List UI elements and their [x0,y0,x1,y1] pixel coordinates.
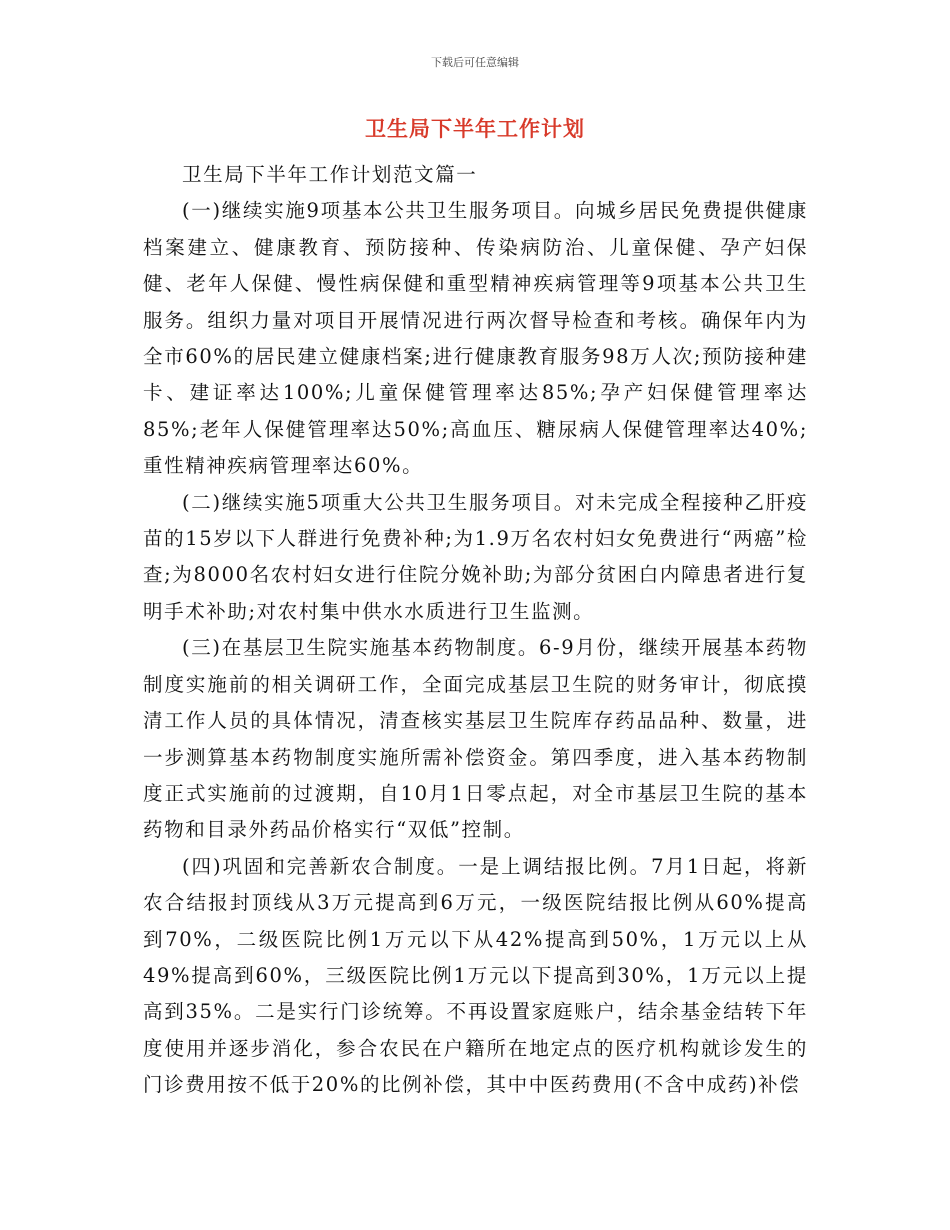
paragraph-4: (四)巩固和完善新农合制度。一是上调结报比例。7月1日起，将新农合结报封顶线从3万元提高到6万元，一级医院结报比例从60%提高到70%，二级医院比例1万元以下从42%提高到50%，1万元以上从49%提高到60%，三级医院比例1万元以下提高到30%，1万元以上提高到35%。二是实行门诊统筹。不再设置家庭账户，结余基金结转下年度使用并逐步消化，参合农民在户籍所在地定点的医疗机构就诊发生的门诊费用按不低于20%的比例补偿，其中中医药费用(不含中成药)补偿 [143,854,808,1097]
subtitle-paragraph: 卫生局下半年工作计划范文篇一 [182,163,478,186]
paragraph-3: (三)在基层卫生院实施基本药物制度。6-9月份，继续开展基本药物制度实施前的相关调研工作，全面完成基层卫生院的财务审计，彻底摸清工作人员的具体情况，清查核实基层卫生院库存药品品种、数量，进一步测算基本药物制度实施所需补偿资金。第四季度，进入基本药物制度正式实施前的过渡期，自10月1日零点起，对全市基层卫生院的基本药物和目录外药品价格实行“双低”控制。 [143,636,808,842]
paragraph-1: (一)继续实施9项基本公共卫生服务项目。向城乡居民免费提供健康档案建立、健康教育、预防接种、传染病防治、儿童保健、孕产妇保健、老年人保健、慢性病保健和重型精神疾病管理等9项基本公共卫生服务。组织力量对项目开展情况进行两次督导检查和考核。确保年内为全市60%的居民建立健康档案;进行健康教育服务98万人次;预防接种建卡、建证率达100%;儿童保健管理率达85%;孕产妇保健管理率达85%;老年人保健管理率达50%;高血压、糖尿病人保健管理率达40%;重性精神疾病管理率达60%。 [143,199,808,478]
document-title: 卫生局下半年工作计划 [365,117,585,141]
header-note: 下载后可任意编辑 [431,56,519,69]
paragraph-2: (二)继续实施5项重大公共卫生服务项目。对未完成全程接种乙肝疫苗的15岁以下人群进行免费补种;为1.9万名农村妇女免费进行“两癌”检查;为8000名农村妇女进行住院分娩补助;为部分贫困白内障患者进行复明手术补助;对农村集中供水水质进行卫生监测。 [143,490,808,623]
document-body [143,157,808,1104]
